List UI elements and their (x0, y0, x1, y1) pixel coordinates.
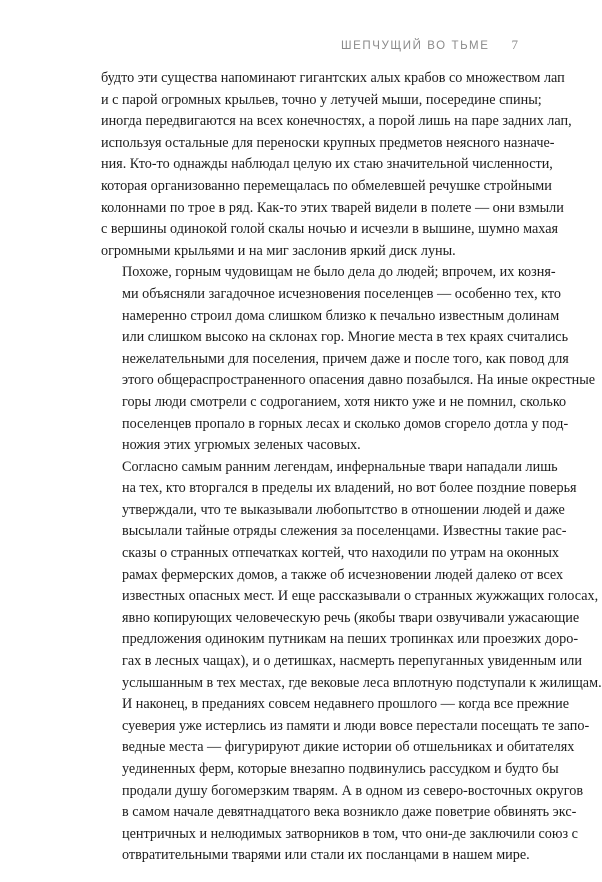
text-line: используя остальные для переноски крупных предметов неясного назначе- (101, 134, 555, 151)
text-line: и с парой огромных крыльев, точно у летучей мыши, посередине спины; (101, 91, 542, 108)
text-line: ведные места — фигурируют дикие истории об отшельниках и обитателях (122, 739, 575, 756)
text-line: будто эти существа напоминают гигантских алых крабов со множеством лап (101, 70, 565, 86)
text-line: явно копирующих человеческую речь (якобы твари озвучивали ужасающие (122, 609, 580, 626)
text-line: сказы о странных отпечатках когтей, что находили по утрам на оконных (122, 545, 559, 562)
text-line: на тех, кто вторгался в пределы их владений, но вот более поздние поверья (122, 480, 577, 497)
paragraph (101, 457, 602, 867)
text-line: ния. Кто-то однажды наблюдал целую их стаю значительной численности, (101, 156, 553, 173)
page-number: 7 (511, 37, 518, 52)
paragraph (101, 68, 572, 262)
text-line: иногда передвигаются на всех конечностях, а порой лишь на паре задних лап, (101, 113, 572, 130)
text-line: уединенных ферм, которые внезапно подвинулись рассудком и будто бы (122, 761, 559, 777)
text-line: нежелательными для поселения, причем даже и после того, как повод для (122, 350, 569, 367)
text-line: с вершины одинокой голой скалы ночью и исчезли в вышине, шумно махая (101, 221, 559, 238)
text-line: намеренно строил дома слишком близко к печально известным долинам (122, 307, 560, 324)
text-line: предложения одиноким путникам на пеших тропинках или проезжих доро- (122, 631, 579, 648)
text-line: ножия этих угрюмых зеленых часовых. (122, 437, 361, 454)
text-line: услышанным в тех местах, где вековые леса вплотную подступали к жилищам. (122, 674, 602, 691)
text-line: отвратительными тварями или стали их посланцами в нашем мире. (122, 847, 530, 864)
text-line: горы люди смотрели с содроганием, хотя никто уже и не помнил, сколько (122, 393, 567, 410)
text-line: или слишком высоко на склонах гор. Многие места в тех краях считались (122, 329, 569, 346)
text-line: колоннами по трое в ряд. Как-то этих тварей видели в полете — они взмыли (101, 199, 564, 216)
text-line: рамах фермерских домов, а также об исчезновении людей далеко от всех (122, 566, 564, 583)
text-line: Похоже, горным чудовищам не было дела до людей; впрочем, их козня- (122, 264, 556, 281)
text-line: И наконец, в преданиях совсем недавнего прошлого — когда все прежние (122, 696, 570, 713)
text-line: ми объясняли загадочное исчезновения поселенцев — особенно тех, кто (122, 285, 561, 302)
text-line: суеверия уже истерлись из памяти и люди вовсе перестали посещать те запо- (122, 717, 590, 734)
text-line: в самом начале девятнадцатого века возникло даже поветрие обвинять экс- (122, 804, 577, 821)
text-line: утверждали, что те выказывали любопытство в отношении людей и даже (122, 501, 565, 518)
text-line: которая организованно перемещалась по обмелевшей речушке стройными (101, 177, 552, 194)
running-header (0, 37, 518, 53)
text-line: высылали тайные отряды слежения за поселенцами. Известны такие рас- (122, 523, 567, 540)
paragraph (101, 262, 596, 456)
text-line: известных опасных мест. И еще рассказывали о странных жужжащих голосах, (122, 588, 599, 605)
text-line: продали душу богомерзким тварям. А в одном из северо-восточных округов (122, 782, 584, 799)
running-title: ШЕПЧУЩИЙ ВО ТЬМЕ (340, 40, 490, 52)
body-text (101, 68, 602, 867)
text-line: огромными крыльями и на миг заслонив яркий диск луны. (101, 242, 456, 259)
text-line: центричных и нелюдимых затворников в том, что они-де заключили союз с (122, 825, 578, 842)
text-line: гах в лесных чащах), и о детишках, насмерть перепуганных увиденным или (122, 653, 582, 670)
text-line: Согласно самым ранним легендам, инфернальные твари нападали лишь (122, 458, 558, 475)
text-line: этого общераспространенного опасения давно позабылся. На иные окрестные (122, 372, 596, 389)
text-line: поселенцев пропало в горных лесах и сколько домов сгорело дотла у под- (122, 415, 569, 432)
